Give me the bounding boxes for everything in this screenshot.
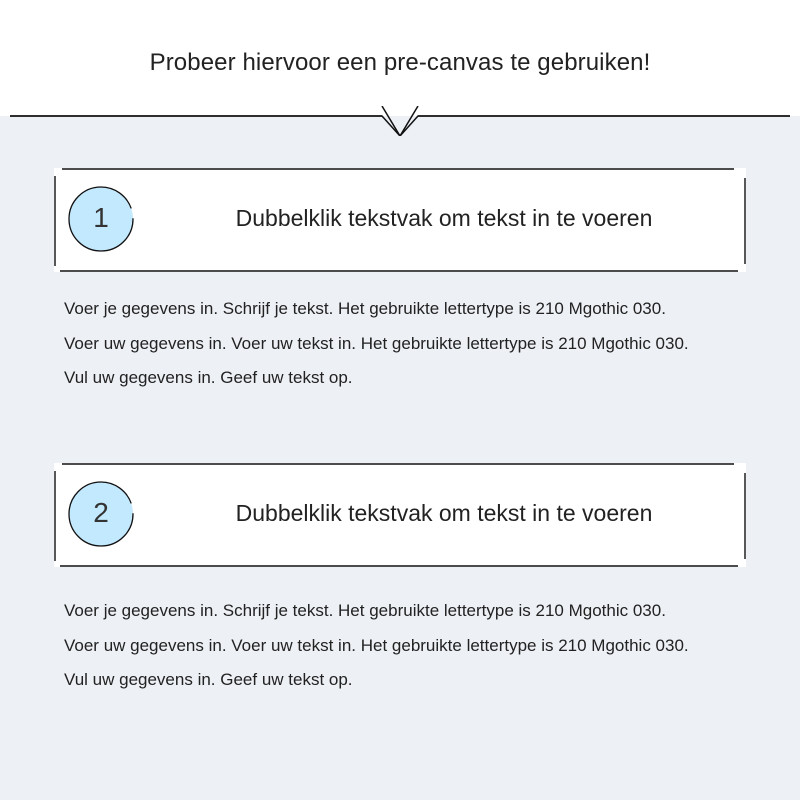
section-card-2[interactable] [54,463,746,567]
section-body-2[interactable] [64,594,764,698]
body-line: Vul uw gegevens in. Geef uw tekst op. [64,670,353,689]
section-title[interactable]: Dubbelklik tekstvak om tekst in te voeren [235,500,653,526]
body-line: Voer uw gegevens in. Voer uw tekst in. Het gebruikte lettertype is 210 Mgothic 030. [64,333,689,353]
section-card-1[interactable] [54,168,746,272]
page-title[interactable]: Probeer hiervoor een pre-canvas te gebruiken! [149,49,651,76]
section-number: 1 [93,202,109,233]
body-line: Voer uw gegevens in. Voer uw tekst in. Het gebruikte lettertype is 210 Mgothic 030. [64,635,689,655]
divider-top-mask [10,106,790,115]
divider-arrow-line [10,116,790,136]
header-divider [10,106,790,136]
body-line: Voer je gegevens in. Schrijf je tekst. Het gebruikte lettertype is 210 Mgothic 030. [64,299,666,318]
section-title[interactable]: Dubbelklik tekstvak om tekst in te voeren [235,205,653,231]
section-number: 2 [93,497,109,528]
body-line: Voer je gegevens in. Schrijf je tekst. Het gebruikte lettertype is 210 Mgothic 030. [64,601,666,620]
section-body-1[interactable] [64,292,764,396]
body-line: Vul uw gegevens in. Geef uw tekst op. [64,368,353,387]
